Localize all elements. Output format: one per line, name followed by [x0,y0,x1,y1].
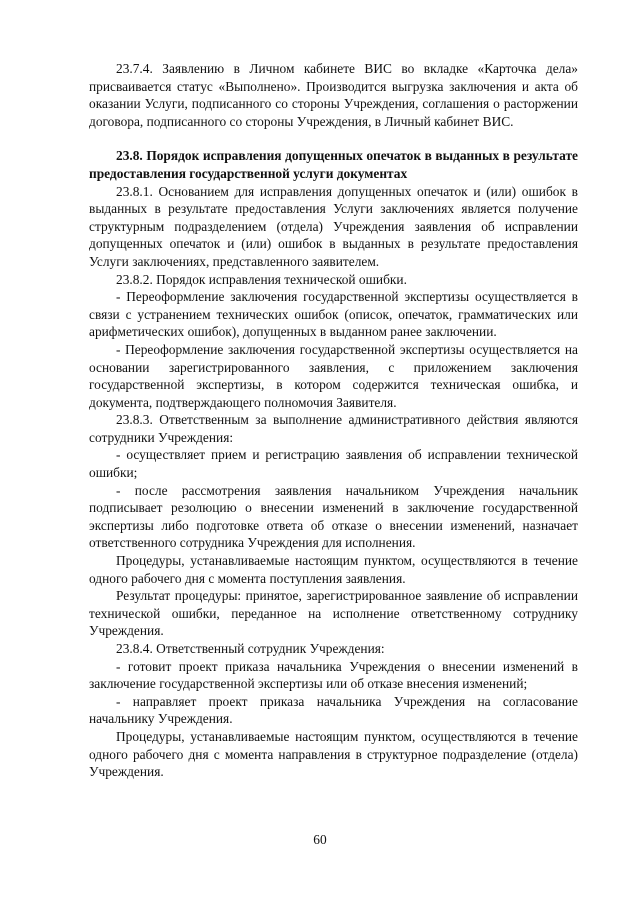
paragraph-23-8-2: 23.8.2. Порядок исправления технической ошибки. [116,271,407,287]
list-item-prepare-order: - готовит проект приказа начальника Учреждения о внесении изменений в заключение государственной экспертизы или об отказе внесения изменений; [89,658,578,692]
paragraph-23-8-3: 23.8.3. Ответственным за выполнение административного действия являются сотрудники Учреждения: [89,412,578,445]
paragraph-procedures-term-1: Процедуры, устанавливаемые настоящим пунктом, осуществляются в течение одного рабочего дня с момента поступления заявления. [89,553,578,586]
section-heading-23-8: 23.8. Порядок исправления допущенных опечаток в выданных в результате предоставления государственной услуги документах [89,148,578,181]
paragraph-23-8-1: 23.8.1. Основанием для исправления допущенных опечаток и (или) ошибок в выданных в результате предоставления Услуги заключениях является получение структурным подразделением (отдела) Учреждения заявления об исправлении допущенных опечаток и (или) ошибок в выданных в результате предоставления Услуги заключениях, представленного заявителем. [89,183,578,269]
paragraph-procedures-term-2: Процедуры, устанавливаемые настоящим пунктом, осуществляются в течение одного рабочего дня с момента направления в структурное подразделение (отдела) Учреждения. [89,728,578,780]
list-item-registration: - осуществляет прием и регистрацию заявления об исправлении технической ошибки; [89,447,578,481]
paragraph-23-8-4: 23.8.4. Ответственный сотрудник Учреждения: [116,641,385,656]
list-item-resolution: - после рассмотрения заявления начальником Учреждения начальник подписывает резолюцию о внесении изменений в заключение государственной экспертизы либо подготовке ответа об отказе о внесении изменений, назначает ответственного сотрудника Учреждения для исполнения. [89,482,578,551]
paragraph-23-7-4: 23.7.4. Заявлению в Личном кабинете ВИС во вкладке «Карточка дела» присваивается статус «Выполнено». Производится выгрузка заключения и акта об оказании Услуги, подписанного со стороны Учреждения, соглашения о расторжении договора, подписанного со стороны Учреждения, в Личный кабинет ВИС. [89,61,578,129]
list-item-send-order: - направляет проект приказа начальника Учреждения на согласование начальнику Учреждения. [89,693,578,727]
paragraph-procedure-result: Результат процедуры: принятое, зарегистрированное заявление об исправлении технической ошибки, переданное на исполнение ответственному сотруднику Учреждения. [89,588,578,639]
list-item-reissue-errors: - Переоформление заключения государственной экспертизы осуществляется в связи с устранением технических ошибок (описок, опечаток, грамматических или арифметических ошибок), допущенных в выданном ранее заключении. [89,289,578,340]
list-item-reissue-basis: - Переоформление заключения государственной экспертизы осуществляется на основании зарегистрированного заявления, с приложением заключения государственной экспертизы, в котором содержится техническая ошибка, и документа, подтверждающего полномочия Заявителя. [89,341,578,410]
page-content [89,60,578,781]
page-number: 60 [313,832,327,847]
